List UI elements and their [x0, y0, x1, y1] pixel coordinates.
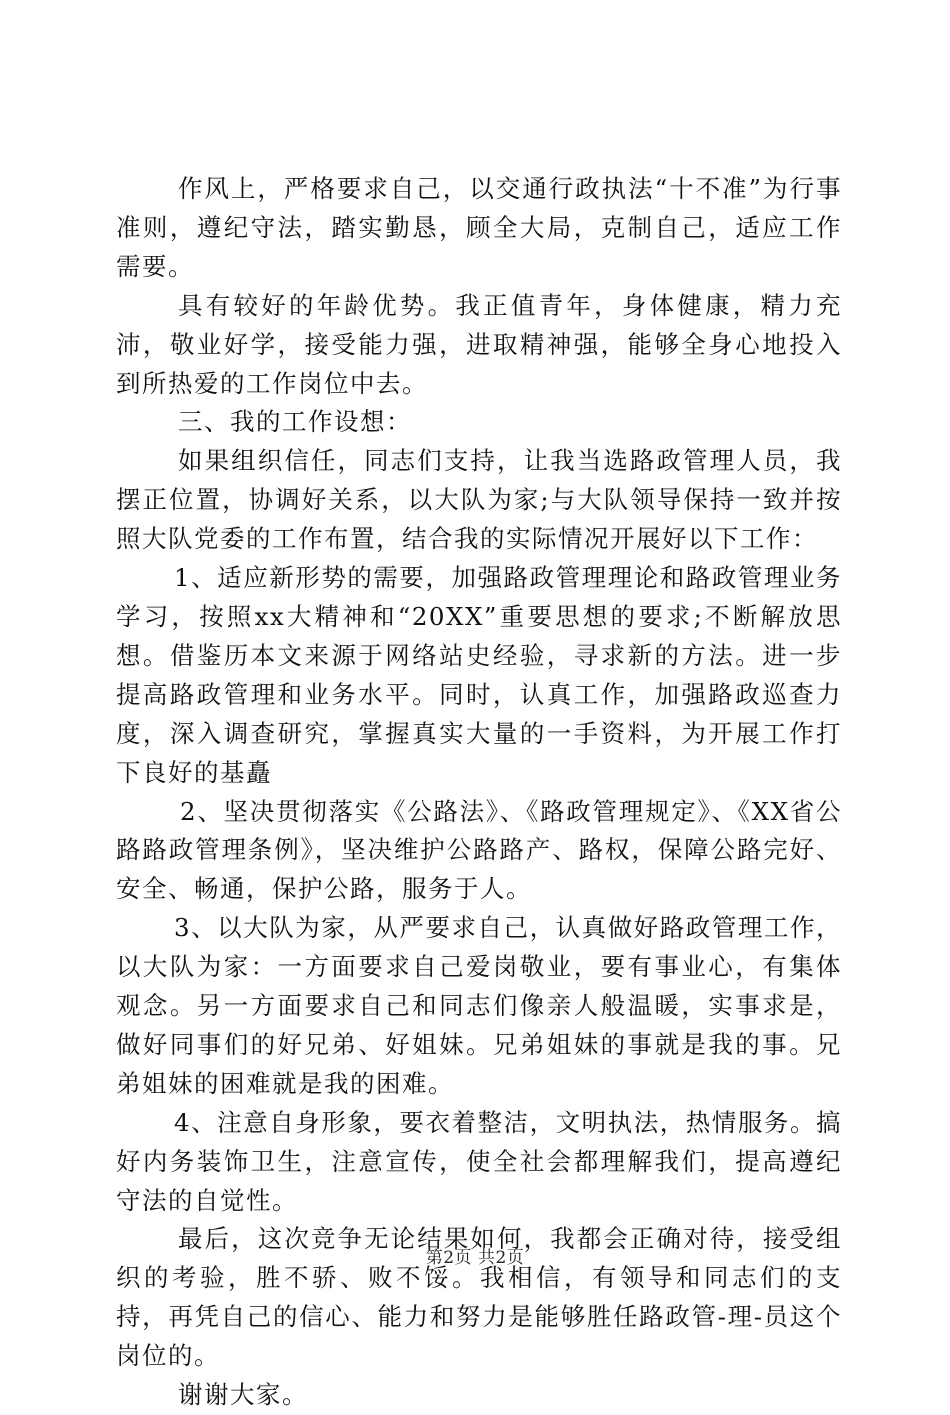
paragraph-conclusion: 最后，这次竞争无论结果如何，我都会正确对待，接受组织的考验，胜不骄、败不馁。我相信，有领导和同志们的支持，再凭自己的信心、能力和努力是能够胜任路政管-理-员这个岗位的。 [116, 1224, 842, 1371]
paragraph-thanks: 谢谢大家。 [178, 1380, 308, 1410]
paragraph-plan-intro: 如果组织信任，同志们支持，让我当选路政管理人员，我摆正位置，协调好关系，以大队为家;与大队领导保持一致并按照大队党委的工作布置，结合我的实际情况开展好以下工作： [116, 446, 842, 554]
section-heading-work-plan: 三、我的工作设想： [178, 407, 412, 437]
list-item-3: 3、以大队为家，从严要求自己，认真做好路政管理工作，以大队为家：一方面要求自己爱岗敬业，要有事业心，有集体观念。另一方面要求自己和同志们像亲人般温暖，实事求是，做好同事们的好兄弟、好姐妹。兄弟姐妹的事就是我的事。兄弟姐妹的困难就是我的困难。 [116, 913, 842, 1098]
list-item-4: 4、注意自身形象，要衣着整洁，文明执法，热情服务。搞好内务装饰卫生，注意宣传，使全社会都理解我们，提高遵纪守法的自觉性。 [116, 1107, 842, 1215]
list-item-2: 2、坚决贯彻落实《公路法》、《路政管理规定》、《XX省公路路政管理条例》，坚决维护公路路产、路权，保障公路完好、安全、畅通，保护公路，服务于人。 [116, 796, 842, 904]
document-body [116, 170, 842, 1415]
page-number-footer: 第2页 共2页 [425, 1248, 525, 1268]
list-item-1: 1、适应新形势的需要，加强路政管理理论和路政管理业务学习，按照xx大精神和“20XX”重要思想的要求;不断解放思想。借鉴历本文来源于网络站史经验，寻求新的方法。进一步提高路政管理和业务水平。同时，认真工作，加强路政巡查力度，深入调查研究，掌握真实大量的一手资料，为开展工作打下良好的基矗 [116, 563, 842, 787]
paragraph-work-style: 作风上，严格要求自己，以交通行政执法“十不准”为行事准则，遵纪守法，踏实勤恳，顾全大局，克制自己，适应工作需要。 [116, 174, 842, 281]
paragraph-age-advantage: 具有较好的年龄优势。我正值青年，身体健康，精力充沛，敬业好学，接受能力强，进取精神强，能够全身心地投入到所热爱的工作岗位中去。 [116, 290, 842, 398]
